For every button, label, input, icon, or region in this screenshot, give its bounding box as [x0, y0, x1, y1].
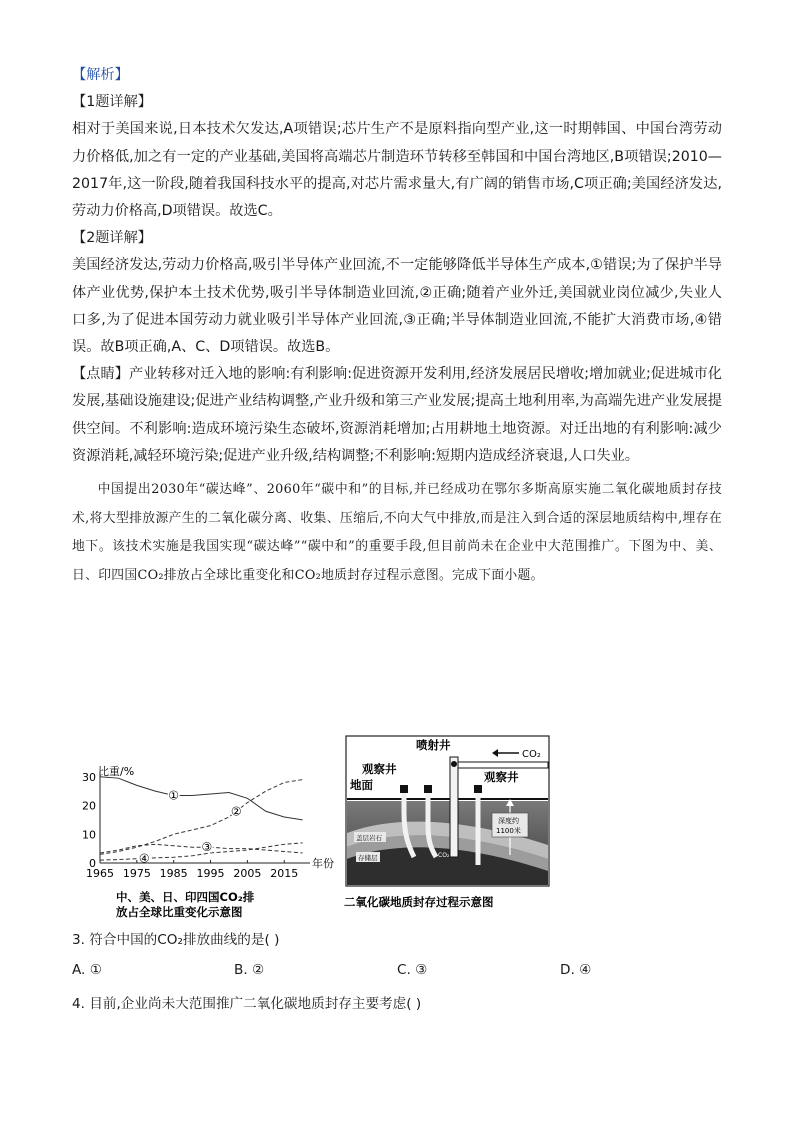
analysis-label: 【解析】	[72, 67, 129, 83]
q1-detail-label: 【1题详解】	[72, 94, 152, 111]
analysis-section	[72, 62, 722, 590]
y-tick-label: 0	[89, 857, 96, 870]
question-4	[72, 994, 722, 1014]
x-tick-label: 2015	[270, 867, 299, 880]
question-3	[72, 930, 722, 950]
passage-text: 中国提出2030年“碳达峰”、2060年“碳中和”的目标,并已经成功在鄂尔多斯高原实施二氧化碳地质封存技术,将大型排放源产生的二氧化碳分离、收集、压缩后,不向大气中排放,而是注入到合适的深层地质结构中,埋存在地下。该技术实施是我国实现“碳达峰”“碳中和”的重要手段,但目前尚未在企业中大范围推广。下图为中、美、日、印四国CO₂排放占全球比重变化和CO₂地质封存过程示意图。完成下面小题。	[72, 482, 722, 583]
option-b[interactable]: B. ②	[234, 962, 265, 978]
observation-well-right-label: 观察井	[484, 770, 519, 784]
y-tick-label: 20	[82, 799, 96, 813]
x-tick-label: 1985	[159, 867, 188, 880]
storage-label: 存储层	[358, 854, 378, 862]
cap-rock-label: 盖层岩石	[356, 834, 382, 842]
valve-left-2-icon	[424, 785, 432, 793]
chart-caption-line2: 放占全球比重变化示意图	[116, 905, 243, 919]
co2-pipe-label: CO₂	[522, 749, 541, 760]
y-axis-label: 比重/%	[98, 765, 135, 778]
co2-pipe	[452, 762, 548, 768]
injection-well-label: 喷射井	[416, 738, 451, 752]
observation-well-left-label: 观察井	[362, 762, 397, 776]
series-label-4: ④	[138, 851, 150, 866]
x-tick-label: 2005	[233, 867, 262, 880]
diagram-caption: 二氧化碳地质封存过程示意图	[344, 895, 494, 909]
chart-caption-line1: 中、美、日、印四国CO₂排	[116, 890, 255, 904]
series-label-2: ②	[230, 804, 242, 819]
tip-label: 【点睛】	[72, 366, 129, 383]
injection-well	[450, 757, 458, 857]
q1-detail-text: 相对于美国来说,日本技术欠发达,A项错误;芯片生产不是原料指向型产业,这一时期韩国、中国台湾劳动力价格低,加之有一定的产业基础,美国将高端芯片制造环节转移至韩国和中国台湾地区,B项错误;2010—2017年,这一阶段,随着我国科技水平的提高,对芯片需求量大,有广阔的销售市场,C项正确;美国经济发达,劳动力价格高,D项错误。故选C。	[72, 121, 722, 220]
option-c[interactable]: C. ③	[397, 962, 428, 978]
depth-label-2: 1100米	[496, 827, 521, 835]
series-label-1: ①	[168, 788, 180, 803]
x-tick-label: 1965	[86, 867, 114, 880]
option-a[interactable]: A. ①	[72, 962, 102, 978]
co2-storage-diagram	[344, 733, 554, 923]
question-3-text: 3. 符合中国的CO₂排放曲线的是( )	[72, 932, 280, 948]
x-tick-label: 1975	[122, 867, 151, 880]
valve-left-icon	[400, 785, 408, 793]
tip-paragraph	[72, 361, 722, 470]
co2-small-label: CO₂	[438, 852, 450, 859]
figure-row	[72, 733, 722, 923]
y-tick-label: 30	[82, 770, 96, 784]
q2-detail-label: 【2题详解】	[72, 230, 152, 247]
x-axis-label: 年份	[312, 857, 334, 870]
series-line-1	[100, 777, 303, 820]
co2-share-chart	[72, 733, 334, 923]
x-tick-label: 1995	[196, 867, 225, 880]
injection-valve-icon	[451, 761, 457, 767]
ground-label: 地面	[350, 778, 373, 792]
q2-detail-text: 美国经济发达,劳动力价格高,吸引半导体产业回流,不一定能够降低半导体生产成本,①错误;为了保护半导体产业优势,保护本土技术优势,吸引半导体制造业回流,②正确;随着产业外迁,美国就业岗位减少,失业人口多,为了促进本国劳动力就业吸引半导体产业回流,③正确;半导体制造业回流,不能扩大消费市场,④错误。故B项正确,A、C、D项错误。故选B。	[72, 257, 722, 356]
option-d[interactable]: D. ④	[560, 962, 592, 978]
y-tick-label: 10	[82, 828, 96, 842]
question-4-text: 4. 目前,企业尚未大范围推广二氧化碳地质封存主要考虑( )	[72, 996, 422, 1012]
depth-label-1: 深度约	[498, 817, 519, 825]
tip-text: 产业转移对迁入地的影响:有利影响:促进资源开发利用,经济发展居民增收;增加就业;促进城市化发展,基础设施建设;促进产业结构调整,产业升级和第三产业发展;提高土地利用率,为高端先进产业发展提供空间。不利影响:造成环境污染生态破坏,资源消耗增加;占用耕地土地资源。对迁出地的有利影响:减少资源消耗,减轻环境污染;促进产业升级,结构调整;不利影响:短期内造成经济衰退,人口失业。	[72, 366, 722, 464]
series-label-3: ③	[201, 840, 213, 855]
valve-right-icon	[474, 785, 482, 793]
